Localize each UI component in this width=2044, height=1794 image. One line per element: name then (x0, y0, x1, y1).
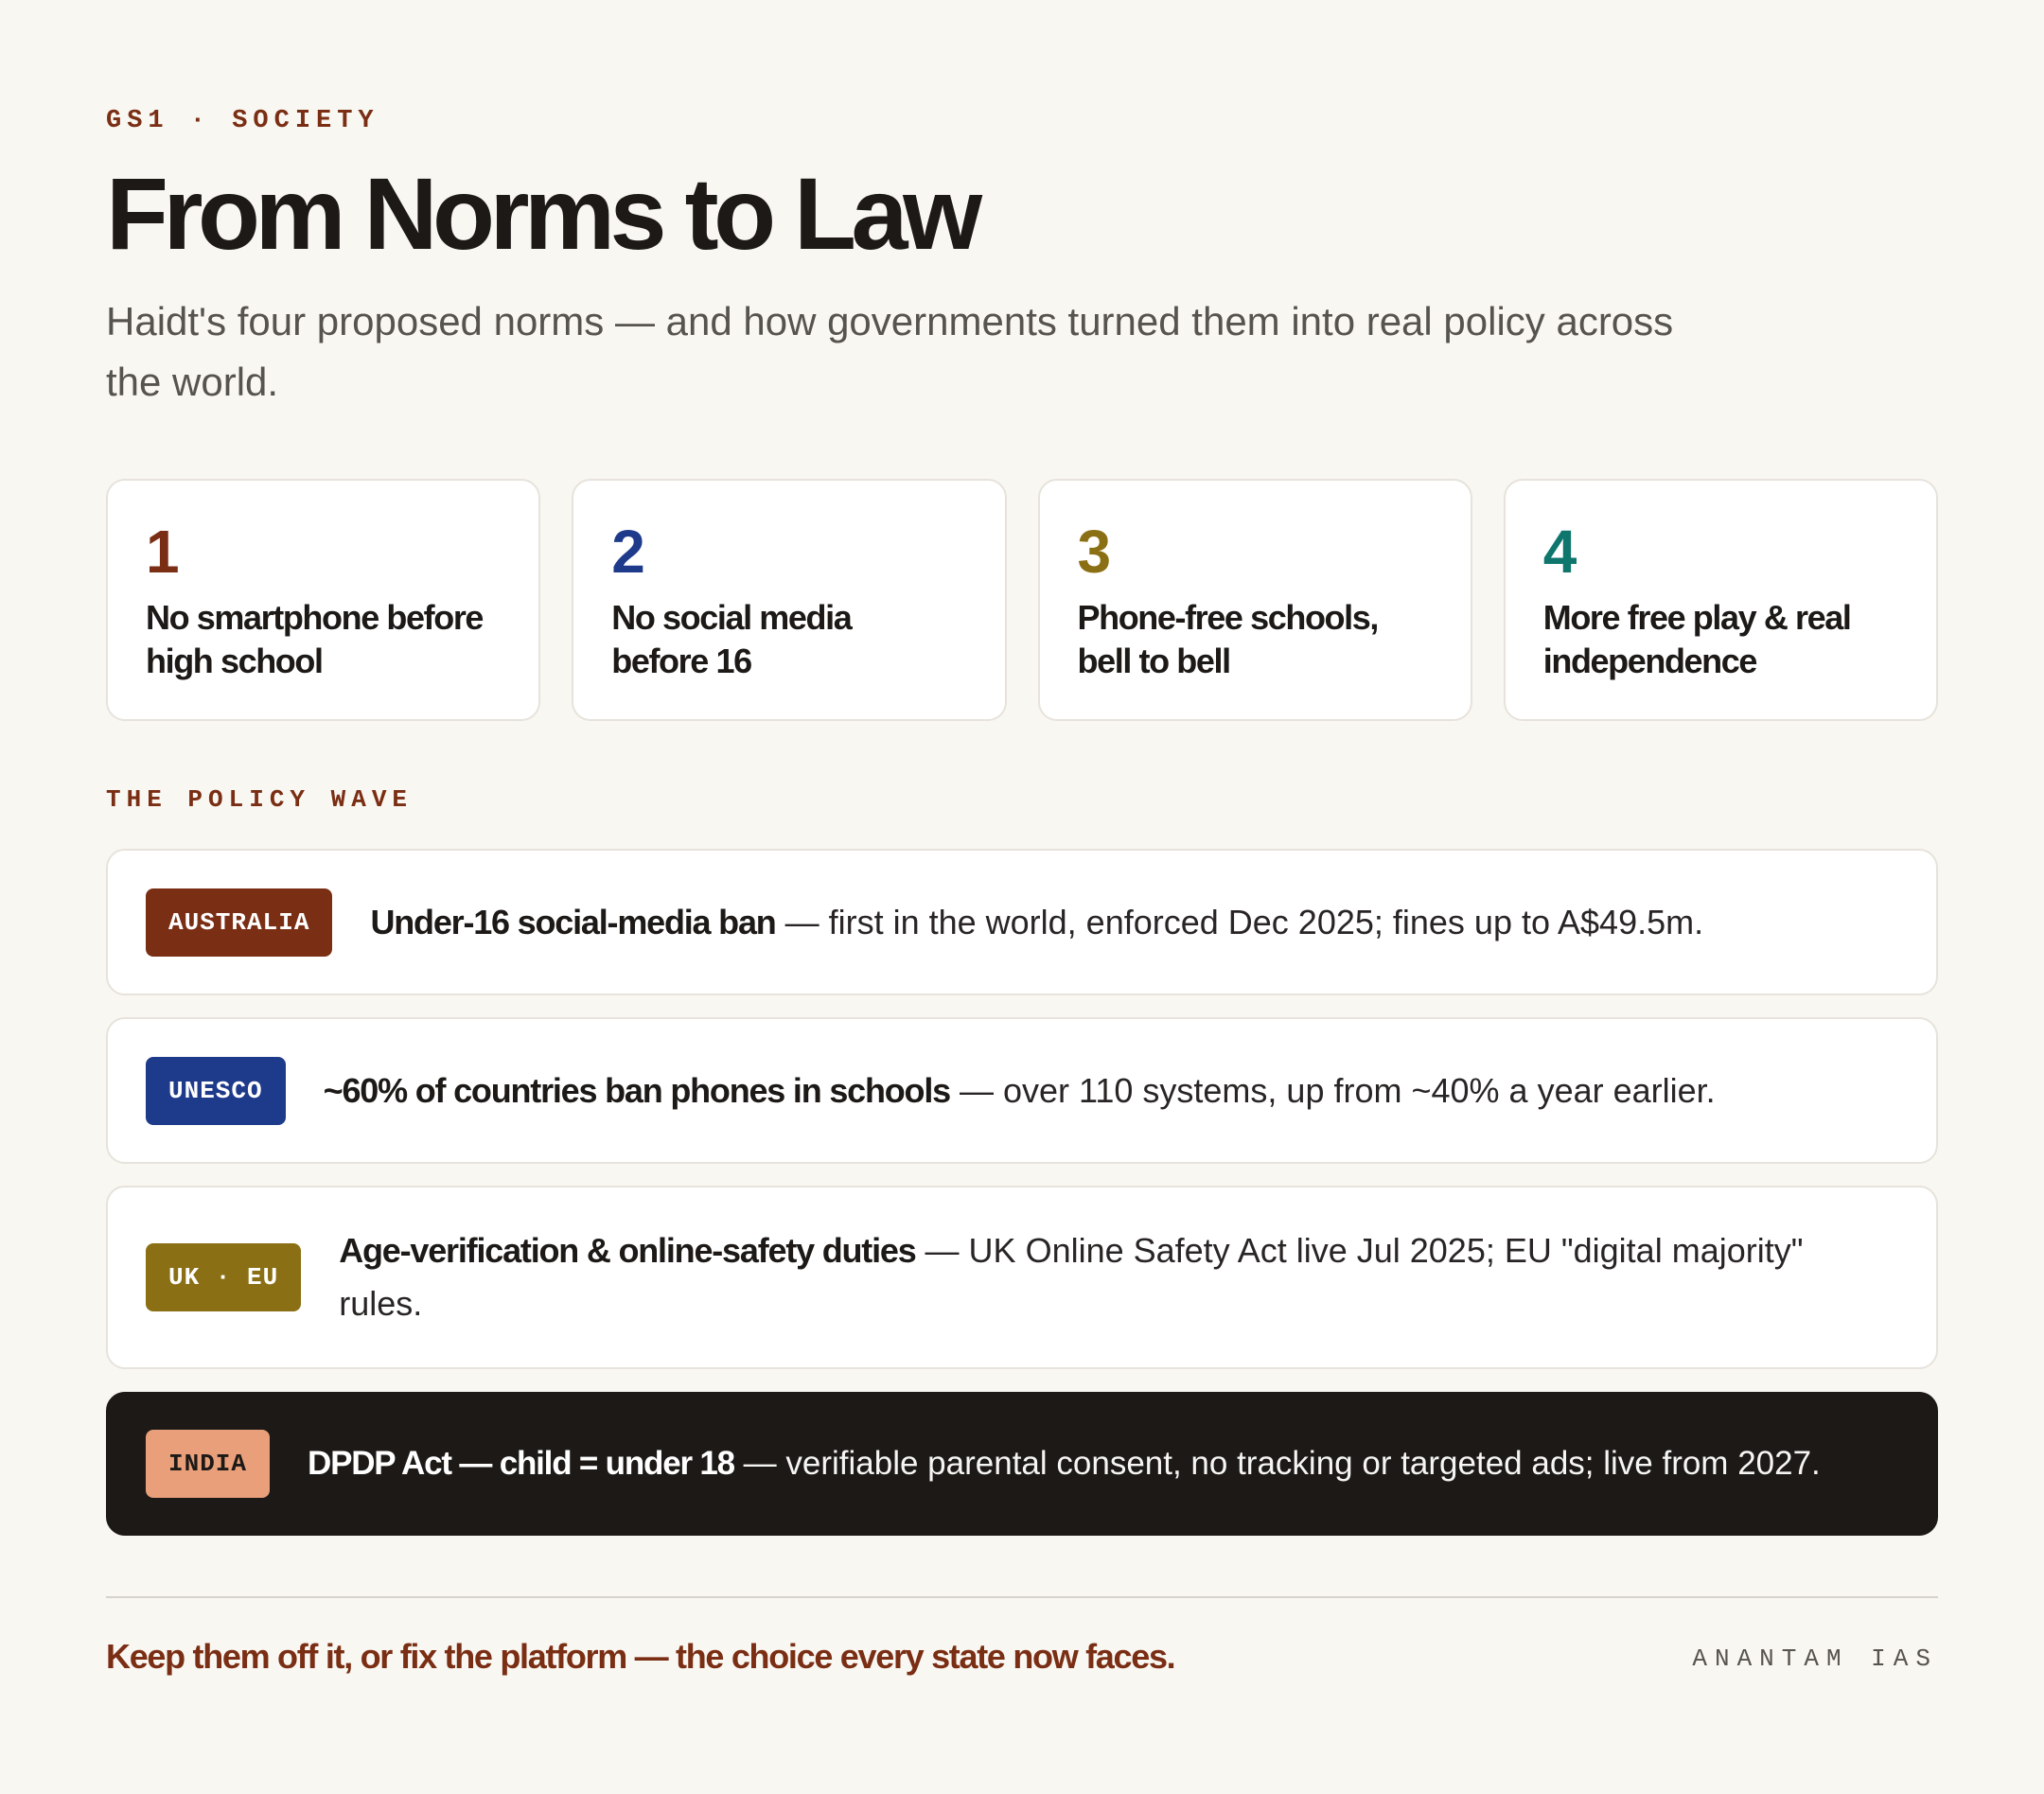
brand-label: ANANTAM IAS (1692, 1644, 1938, 1673)
policy-row-unesco (106, 1017, 1938, 1164)
policy-detail: — UK Online Safety Act live Jul 2025; EU "digital majority" rules. (339, 1231, 1804, 1323)
page-subtitle: Haidt's four proposed norms — and how governments turned them into real policy across the world. (106, 299, 1674, 404)
country-badge: UK · EU (146, 1243, 301, 1311)
policy-text (339, 1224, 1815, 1330)
policy-lead: Under-16 social-media ban (370, 902, 776, 941)
norm-number: 2 (611, 518, 644, 586)
footer-quote: Keep them off it, or fix the platform — the choice every state now faces. (106, 1637, 1175, 1676)
policy-lead: ~60% of countries ban phones in schools (323, 1070, 950, 1110)
policy-lead: DPDP Act — child = under 18 (308, 1445, 734, 1482)
norm-text: No social media before 16 (611, 598, 852, 680)
policy-text (370, 896, 1703, 949)
policy-text (324, 1064, 1716, 1117)
norm-text: No smartphone before high school (146, 598, 484, 680)
country-badge: UNESCO (146, 1057, 286, 1125)
norm-number: 4 (1542, 518, 1577, 586)
section-label-policy-wave: THE POLICY WAVE (106, 785, 414, 814)
policy-text (308, 1437, 1821, 1490)
norm-card-3 (1038, 479, 1472, 721)
country-badge: AUSTRALIA (146, 888, 332, 957)
policy-row-australia (106, 849, 1938, 995)
category-eyebrow: GS1 · SOCIETY (106, 107, 379, 135)
policy-detail: — first in the world, enforced Dec 2025; fines up to A$49.5m. (775, 902, 1704, 941)
norm-card-1 (106, 479, 540, 721)
footer-divider (106, 1596, 1938, 1598)
norm-card-4 (1504, 479, 1938, 721)
policy-lead: Age-verification & online-safety duties (339, 1231, 916, 1270)
policy-row-india (106, 1392, 1938, 1536)
page-title: From Norms to Law (106, 156, 978, 271)
policy-row-uk-eu (106, 1186, 1938, 1369)
policy-detail: — over 110 systems, up from ~40% a year earlier. (949, 1070, 1716, 1110)
norms-grid (106, 479, 1938, 721)
country-badge: INDIA (146, 1430, 270, 1498)
norm-text: Phone-free schools, bell to bell (1077, 598, 1378, 680)
norm-text: More free play & real independence (1542, 598, 1851, 680)
policy-detail: — verifiable parental consent, no tracking or targeted ads; live from 2027. (733, 1445, 1821, 1482)
norm-number: 1 (146, 518, 179, 586)
norm-card-2 (572, 479, 1006, 721)
norm-number: 3 (1077, 518, 1111, 586)
